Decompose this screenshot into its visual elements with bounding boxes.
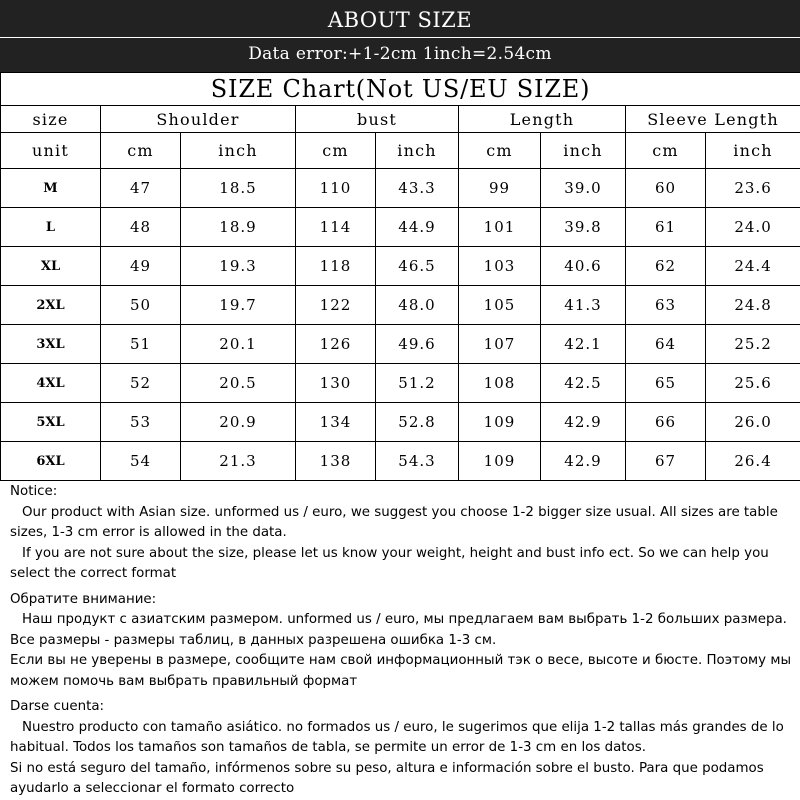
notice-text-en: If you are not sure about the size, please let us know your weight, height and bust info ect. So we can help you select the correct format xyxy=(10,545,769,581)
table-cell: 26.0 xyxy=(706,403,800,442)
notice-text-es: Si no está seguro del tamaño, infórmenos sobre su peso, altura e información sobre el busto. Para que podamos ayudarlo a seleccionar el formato correcto xyxy=(10,760,764,796)
table-cell: 63 xyxy=(626,286,706,325)
unit-inch: inch xyxy=(376,133,459,169)
table-cell: 21.3 xyxy=(181,442,296,481)
table-row xyxy=(1,286,800,325)
table-cell: 20.1 xyxy=(181,325,296,364)
table-row xyxy=(1,442,800,481)
table-cell: 54.3 xyxy=(376,442,459,481)
table-cell: 44.9 xyxy=(376,208,459,247)
table-row xyxy=(1,325,800,364)
header-length: Length xyxy=(459,106,626,133)
size-chart-table xyxy=(0,72,800,481)
size-cell: L xyxy=(1,208,101,247)
table-cell: 24.8 xyxy=(706,286,800,325)
table-cell: 122 xyxy=(296,286,376,325)
table-cell: 67 xyxy=(626,442,706,481)
header-unit: unit xyxy=(1,133,101,169)
unit-inch: inch xyxy=(706,133,800,169)
table-cell: 42.5 xyxy=(541,364,626,403)
table-cell: 40.6 xyxy=(541,247,626,286)
table-cell: 54 xyxy=(101,442,181,481)
table-cell: 19.7 xyxy=(181,286,296,325)
measurement-note: Data error:+1-2cm 1inch=2.54cm xyxy=(0,38,800,72)
table-cell: 20.9 xyxy=(181,403,296,442)
table-cell: 48.0 xyxy=(376,286,459,325)
table-row xyxy=(1,169,800,208)
table-cell: 25.2 xyxy=(706,325,800,364)
table-cell: 51.2 xyxy=(376,364,459,403)
table-cell: 51 xyxy=(101,325,181,364)
unit-inch: inch xyxy=(181,133,296,169)
table-cell: 19.3 xyxy=(181,247,296,286)
notice-text-ru: Наш продукт с азиатским размером. unformed us / euro, мы предлагаем вам выбрать 1-2 больших размера. Все размеры - размеры таблиц, в данных разрешена ошибка 1-3 см. xyxy=(10,612,787,648)
table-cell: 99 xyxy=(459,169,541,208)
table-cell: 108 xyxy=(459,364,541,403)
table-unit-row xyxy=(1,133,800,169)
table-cell: 110 xyxy=(296,169,376,208)
table-cell: 25.6 xyxy=(706,364,800,403)
table-cell: 18.5 xyxy=(181,169,296,208)
table-cell: 20.5 xyxy=(181,364,296,403)
table-cell: 109 xyxy=(459,403,541,442)
table-cell: 47 xyxy=(101,169,181,208)
table-cell: 41.3 xyxy=(541,286,626,325)
table-row xyxy=(1,247,800,286)
table-cell: 42.9 xyxy=(541,403,626,442)
header-size: size xyxy=(1,106,101,133)
table-cell: 103 xyxy=(459,247,541,286)
notice-heading-ru: Обратите внимание: xyxy=(10,591,157,607)
table-cell: 53 xyxy=(101,403,181,442)
unit-cm: cm xyxy=(296,133,376,169)
table-cell: 107 xyxy=(459,325,541,364)
table-cell: 65 xyxy=(626,364,706,403)
notice-heading-es: Darse cuenta: xyxy=(10,699,105,714)
table-cell: 66 xyxy=(626,403,706,442)
table-cell: 62 xyxy=(626,247,706,286)
table-cell: 39.0 xyxy=(541,169,626,208)
table-cell: 43.3 xyxy=(376,169,459,208)
table-cell: 64 xyxy=(626,325,706,364)
size-cell: 6XL xyxy=(1,442,101,481)
size-cell: 4XL xyxy=(1,364,101,403)
unit-cm: cm xyxy=(459,133,541,169)
table-cell: 26.4 xyxy=(706,442,800,481)
table-cell: 130 xyxy=(296,364,376,403)
table-title-row xyxy=(1,73,800,106)
table-cell: 42.1 xyxy=(541,325,626,364)
unit-cm: cm xyxy=(101,133,181,169)
table-cell: 42.9 xyxy=(541,442,626,481)
table-cell: 105 xyxy=(459,286,541,325)
table-cell: 109 xyxy=(459,442,541,481)
page-title: ABOUT SIZE xyxy=(0,0,800,37)
header-bust: bust xyxy=(296,106,459,133)
table-cell: 61 xyxy=(626,208,706,247)
table-row xyxy=(1,364,800,403)
notice-text-en: Our product with Asian size. unformed us / euro, we suggest you choose 1-2 bigger size usual. All sizes are table sizes, 1-3 cm error is allowed in the data. xyxy=(10,504,778,540)
table-cell: 18.9 xyxy=(181,208,296,247)
table-cell: 46.5 xyxy=(376,247,459,286)
size-cell: 3XL xyxy=(1,325,101,364)
table-cell: 49 xyxy=(101,247,181,286)
table-cell: 39.8 xyxy=(541,208,626,247)
size-cell: M xyxy=(1,169,101,208)
table-cell: 52 xyxy=(101,364,181,403)
size-cell: XL xyxy=(1,247,101,286)
table-cell: 134 xyxy=(296,403,376,442)
notice-text-ru: Если вы не уверены в размере, сообщите нам свой информационный тэк о весе, высоте и бюсте. Поэтому мы можем помочь вам выбрать правильный формат xyxy=(10,653,792,689)
table-cell: 24.4 xyxy=(706,247,800,286)
table-cell: 50 xyxy=(101,286,181,325)
table-cell: 49.6 xyxy=(376,325,459,364)
notice-text-es: Nuestro producto con tamaño asiático. no formados us / euro, le sugerimos que elija 1-2 tallas más grandes de lo habitual. Todos los tamaños son tamaños de tabla, se permite un error de 1-3 cm en los datos. xyxy=(10,719,784,755)
table-cell: 126 xyxy=(296,325,376,364)
table-cell: 52.8 xyxy=(376,403,459,442)
table-title: SIZE Chart(Not US/EU SIZE) xyxy=(1,73,800,106)
size-cell: 5XL xyxy=(1,403,101,442)
unit-cm: cm xyxy=(626,133,706,169)
table-row xyxy=(1,208,800,247)
table-cell: 101 xyxy=(459,208,541,247)
table-row xyxy=(1,403,800,442)
table-header-row xyxy=(1,106,800,133)
table-cell: 138 xyxy=(296,442,376,481)
table-cell: 23.6 xyxy=(706,169,800,208)
header-shoulder: Shoulder xyxy=(101,106,296,133)
table-cell: 24.0 xyxy=(706,208,800,247)
notice-heading-en: Notice: xyxy=(10,484,58,499)
notice-section xyxy=(10,482,794,800)
header-sleeve-length: Sleeve Length xyxy=(626,106,800,133)
table-cell: 118 xyxy=(296,247,376,286)
table-cell: 48 xyxy=(101,208,181,247)
size-cell: 2XL xyxy=(1,286,101,325)
table-cell: 60 xyxy=(626,169,706,208)
unit-inch: inch xyxy=(541,133,626,169)
table-cell: 114 xyxy=(296,208,376,247)
